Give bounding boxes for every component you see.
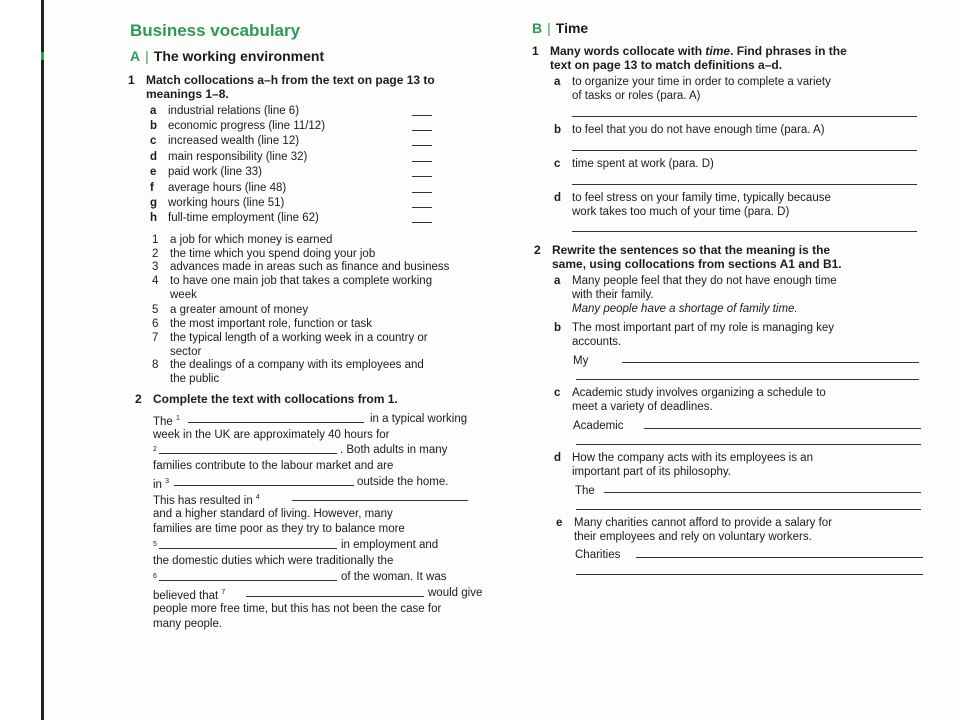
item-text: main responsibility (line 32) [168, 151, 308, 163]
item-label: h [150, 212, 158, 224]
rewrite-item-c [554, 386, 826, 414]
meaning-text: a job for which money is earned [170, 234, 333, 246]
item-text: full-time employment (line 62) [168, 212, 319, 224]
meaning-number: 1 [152, 234, 159, 246]
item-label: e [150, 166, 157, 178]
item-text: Academic study involves organizing a schedule to [572, 387, 826, 399]
sentence-starter-b: My [573, 355, 589, 367]
meaning-number: 8 [152, 359, 159, 371]
item-label: c [554, 158, 561, 170]
gap-5-blank[interactable] [159, 548, 337, 549]
item-text: to feel stress on your family time, typically because [572, 192, 831, 204]
item-text: industrial relations (line 6) [168, 105, 300, 117]
collocation-item-g [150, 196, 284, 210]
meaning-number: 5 [152, 304, 159, 316]
gap-text-line-12 [153, 586, 225, 603]
gap-text-line-5 [153, 475, 169, 492]
meaning-item-7 [152, 331, 428, 359]
section-b-letter: B [532, 20, 543, 36]
gap-text-line-4: families contribute to the labour market and are [153, 460, 394, 472]
answer-blank[interactable] [412, 207, 432, 208]
item-text: The most important part of my role is managing key [572, 322, 835, 334]
collocation-item-d [150, 150, 307, 164]
item-label: a [150, 105, 157, 117]
sentence-starter-d: The [575, 485, 595, 497]
item-text: increased wealth (line 12) [168, 135, 300, 147]
meaning-text: advances made in areas such as finance and business [170, 261, 450, 273]
text-segment: The [153, 415, 173, 428]
rewrite-line-b-2[interactable] [576, 379, 919, 380]
rewrite-line-d-2[interactable] [576, 509, 921, 510]
definition-item-b [554, 123, 825, 137]
rewrite-item-d [554, 451, 813, 479]
item-text: accounts. [572, 336, 622, 348]
gap-text-line-7: and a higher standard of living. However, many [153, 508, 393, 520]
meaning-number: 7 [152, 332, 159, 344]
item-text: economic progress (line 11/12) [168, 120, 326, 132]
answer-line-d[interactable] [572, 231, 917, 232]
exercise-b2-instruction [552, 243, 842, 271]
section-b-title: Time [555, 20, 589, 36]
meaning-text: the typical length of a working week in a country or [170, 332, 428, 344]
rewrite-line-c-1[interactable] [644, 428, 921, 429]
meaning-text: week [170, 289, 197, 301]
rewrite-line-e-2[interactable] [576, 574, 923, 575]
instruction-line: text on page 13 to match definitions a–d. [550, 58, 783, 72]
answer-blank[interactable] [412, 145, 432, 146]
exercise-a1-number: 1 [128, 73, 135, 87]
section-a-heading [130, 48, 324, 64]
instruction-line: meanings 1–8. [146, 87, 229, 101]
gap-7-blank[interactable] [246, 596, 424, 597]
meaning-item-1 [152, 233, 332, 247]
item-label: f [150, 182, 154, 194]
collocation-item-b [150, 119, 325, 133]
item-label: c [150, 135, 157, 147]
gap-4-blank[interactable] [292, 500, 468, 501]
rewrite-item-b [554, 321, 834, 349]
gap-number: 6 [153, 573, 157, 580]
instruction-text: . Find phrases in the [730, 44, 847, 58]
meaning-text: the most important role, function or task [170, 318, 372, 330]
exercise-b1-instruction [550, 44, 847, 72]
item-label: b [554, 322, 562, 334]
exercise-a2-instruction: Complete the text with collocations from 1. [153, 392, 398, 406]
section-a-title: The working environment [153, 48, 325, 64]
meaning-text: the time which you spend doing your job [170, 248, 376, 260]
gap-number: 7 [221, 589, 226, 596]
gap-text-segment: outside the home. [357, 476, 449, 488]
gap-2-blank[interactable] [159, 453, 337, 454]
meaning-text: the public [170, 373, 220, 385]
gap-text-segment: . Both adults in many [340, 444, 448, 456]
answer-line-b[interactable] [572, 150, 917, 151]
section-a-letter: A [130, 48, 141, 64]
gap-text-segment: of the woman. It was [341, 571, 447, 583]
meaning-item-5 [152, 303, 308, 317]
instruction-line: Match collocations a–h from the text on page 13 to [146, 73, 435, 87]
definition-item-a [554, 75, 831, 103]
meaning-text: a greater amount of money [170, 304, 309, 316]
item-text: important part of its philosophy. [572, 466, 731, 478]
section-divider-bar: | [547, 20, 551, 36]
gap-text-line-8: families are time poor as they try to balance more [153, 523, 405, 535]
rewrite-line-e-1[interactable] [636, 557, 923, 558]
gap-text-line-9 [153, 538, 157, 555]
answer-blank[interactable] [412, 115, 432, 116]
gap-3-blank[interactable] [174, 485, 354, 486]
gap-text-line-13: people more free time, but this has not been the case for [153, 603, 442, 615]
meaning-item-2 [152, 247, 375, 261]
item-text: meet a variety of deadlines. [572, 401, 713, 413]
definition-item-c [554, 157, 714, 171]
gap-text-line-1 [153, 412, 180, 429]
item-text: work takes too much of your time (para. D) [572, 206, 790, 218]
gap-text-segment: would give [428, 587, 483, 599]
item-text: paid work (line 33) [168, 166, 262, 178]
item-label: d [554, 452, 562, 464]
answer-blank[interactable] [412, 130, 432, 131]
item-text: time spent at work (para. D) [572, 158, 714, 170]
gap-number: 3 [165, 478, 170, 485]
collocation-item-h [150, 211, 319, 225]
instruction-line: Rewrite the sentences so that the meaning is the [552, 243, 831, 257]
meaning-number: 4 [152, 275, 159, 287]
item-label: a [554, 76, 561, 88]
item-text: average hours (line 48) [168, 182, 287, 194]
gap-number: 2 [153, 446, 157, 453]
rewrite-line-b-1[interactable] [622, 362, 919, 363]
instruction-emphasis: time [705, 44, 731, 58]
meaning-text: the dealings of a company with its employees and [170, 359, 424, 371]
item-text: with their family. [572, 289, 654, 301]
example-answer: Many people have a shortage of family time. [572, 303, 798, 315]
collocation-item-e [150, 165, 262, 179]
meaning-item-3 [152, 260, 449, 274]
meaning-text: to have one main job that takes a complete working [170, 275, 433, 287]
gap-number: 4 [255, 494, 260, 501]
definition-item-d [554, 191, 831, 219]
rewrite-item-a [554, 274, 837, 316]
item-label: e [556, 517, 563, 529]
gap-text-segment: in employment and [341, 539, 439, 551]
gap-text-line-10: the domestic duties which were traditionally the [153, 555, 394, 567]
collocation-item-c [150, 134, 299, 148]
item-label: b [150, 120, 158, 132]
meaning-number: 3 [152, 261, 159, 273]
rewrite-line-c-2[interactable] [576, 444, 921, 445]
answer-blank[interactable] [412, 192, 432, 193]
meaning-item-6 [152, 317, 372, 331]
gap-number: 1 [176, 415, 180, 422]
gap-6-blank[interactable] [159, 580, 337, 581]
answer-blank[interactable] [412, 222, 432, 223]
rewrite-line-d-1[interactable] [604, 492, 921, 493]
exercise-a2-number: 2 [135, 392, 142, 406]
item-text: How the company acts with its employees is an [572, 452, 813, 464]
gap-text-line-6 [153, 491, 260, 508]
gap-1-blank[interactable] [188, 422, 364, 423]
gap-text-segment: in a typical working [370, 413, 468, 425]
collocation-item-a [150, 104, 299, 118]
workbook-page [44, 0, 960, 720]
gap-text-line-2: week in the UK are approximately 40 hours for [153, 429, 390, 441]
item-text: their employees and rely on voluntary workers. [574, 531, 812, 543]
meaning-item-4 [152, 274, 432, 302]
item-label: c [554, 387, 561, 399]
item-label: d [554, 192, 562, 204]
gap-text-line-11 [153, 570, 157, 587]
item-label: b [554, 124, 562, 136]
meaning-text: sector [170, 346, 202, 358]
item-label: d [150, 151, 158, 163]
gap-text-line-3 [153, 443, 157, 460]
instruction-line: same, using collocations from sections A1 and B1. [552, 257, 842, 271]
exercise-b2-number: 2 [534, 243, 541, 257]
meaning-number: 2 [152, 248, 159, 260]
exercise-a1-instruction [146, 73, 435, 101]
answer-blank[interactable] [412, 161, 432, 162]
text-segment: in [153, 478, 162, 491]
text-segment: This has resulted in [153, 494, 253, 507]
item-text: to organize your time in order to complete a variety [572, 76, 831, 88]
item-label: a [554, 275, 561, 287]
answer-line-c[interactable] [572, 184, 917, 185]
meaning-number: 6 [152, 318, 159, 330]
exercise-b1-number: 1 [532, 44, 539, 58]
gap-text-line-14: many people. [153, 618, 223, 630]
page-title: Business vocabulary [130, 21, 301, 40]
item-text: Many people feel that they do not have enough time [572, 275, 837, 287]
sentence-starter-c: Academic [573, 420, 624, 432]
rewrite-item-e [556, 516, 832, 544]
answer-blank[interactable] [412, 176, 432, 177]
sentence-starter-e: Charities [575, 549, 621, 561]
instruction-text: Many words collocate with [550, 44, 706, 58]
item-text: working hours (line 51) [168, 197, 285, 209]
item-text: Many charities cannot afford to provide a salary for [574, 517, 833, 529]
item-label: g [150, 197, 158, 209]
text-segment: believed that [153, 589, 219, 602]
item-text: to feel that you do not have enough time (para. A) [572, 124, 825, 136]
section-b-heading [532, 20, 588, 36]
item-text: of tasks or roles (para. A) [572, 90, 701, 102]
collocation-item-f [150, 181, 286, 195]
answer-line-a[interactable] [572, 116, 917, 117]
section-divider-bar: | [145, 48, 149, 64]
gap-number: 5 [153, 541, 157, 548]
meaning-item-8 [152, 358, 424, 386]
